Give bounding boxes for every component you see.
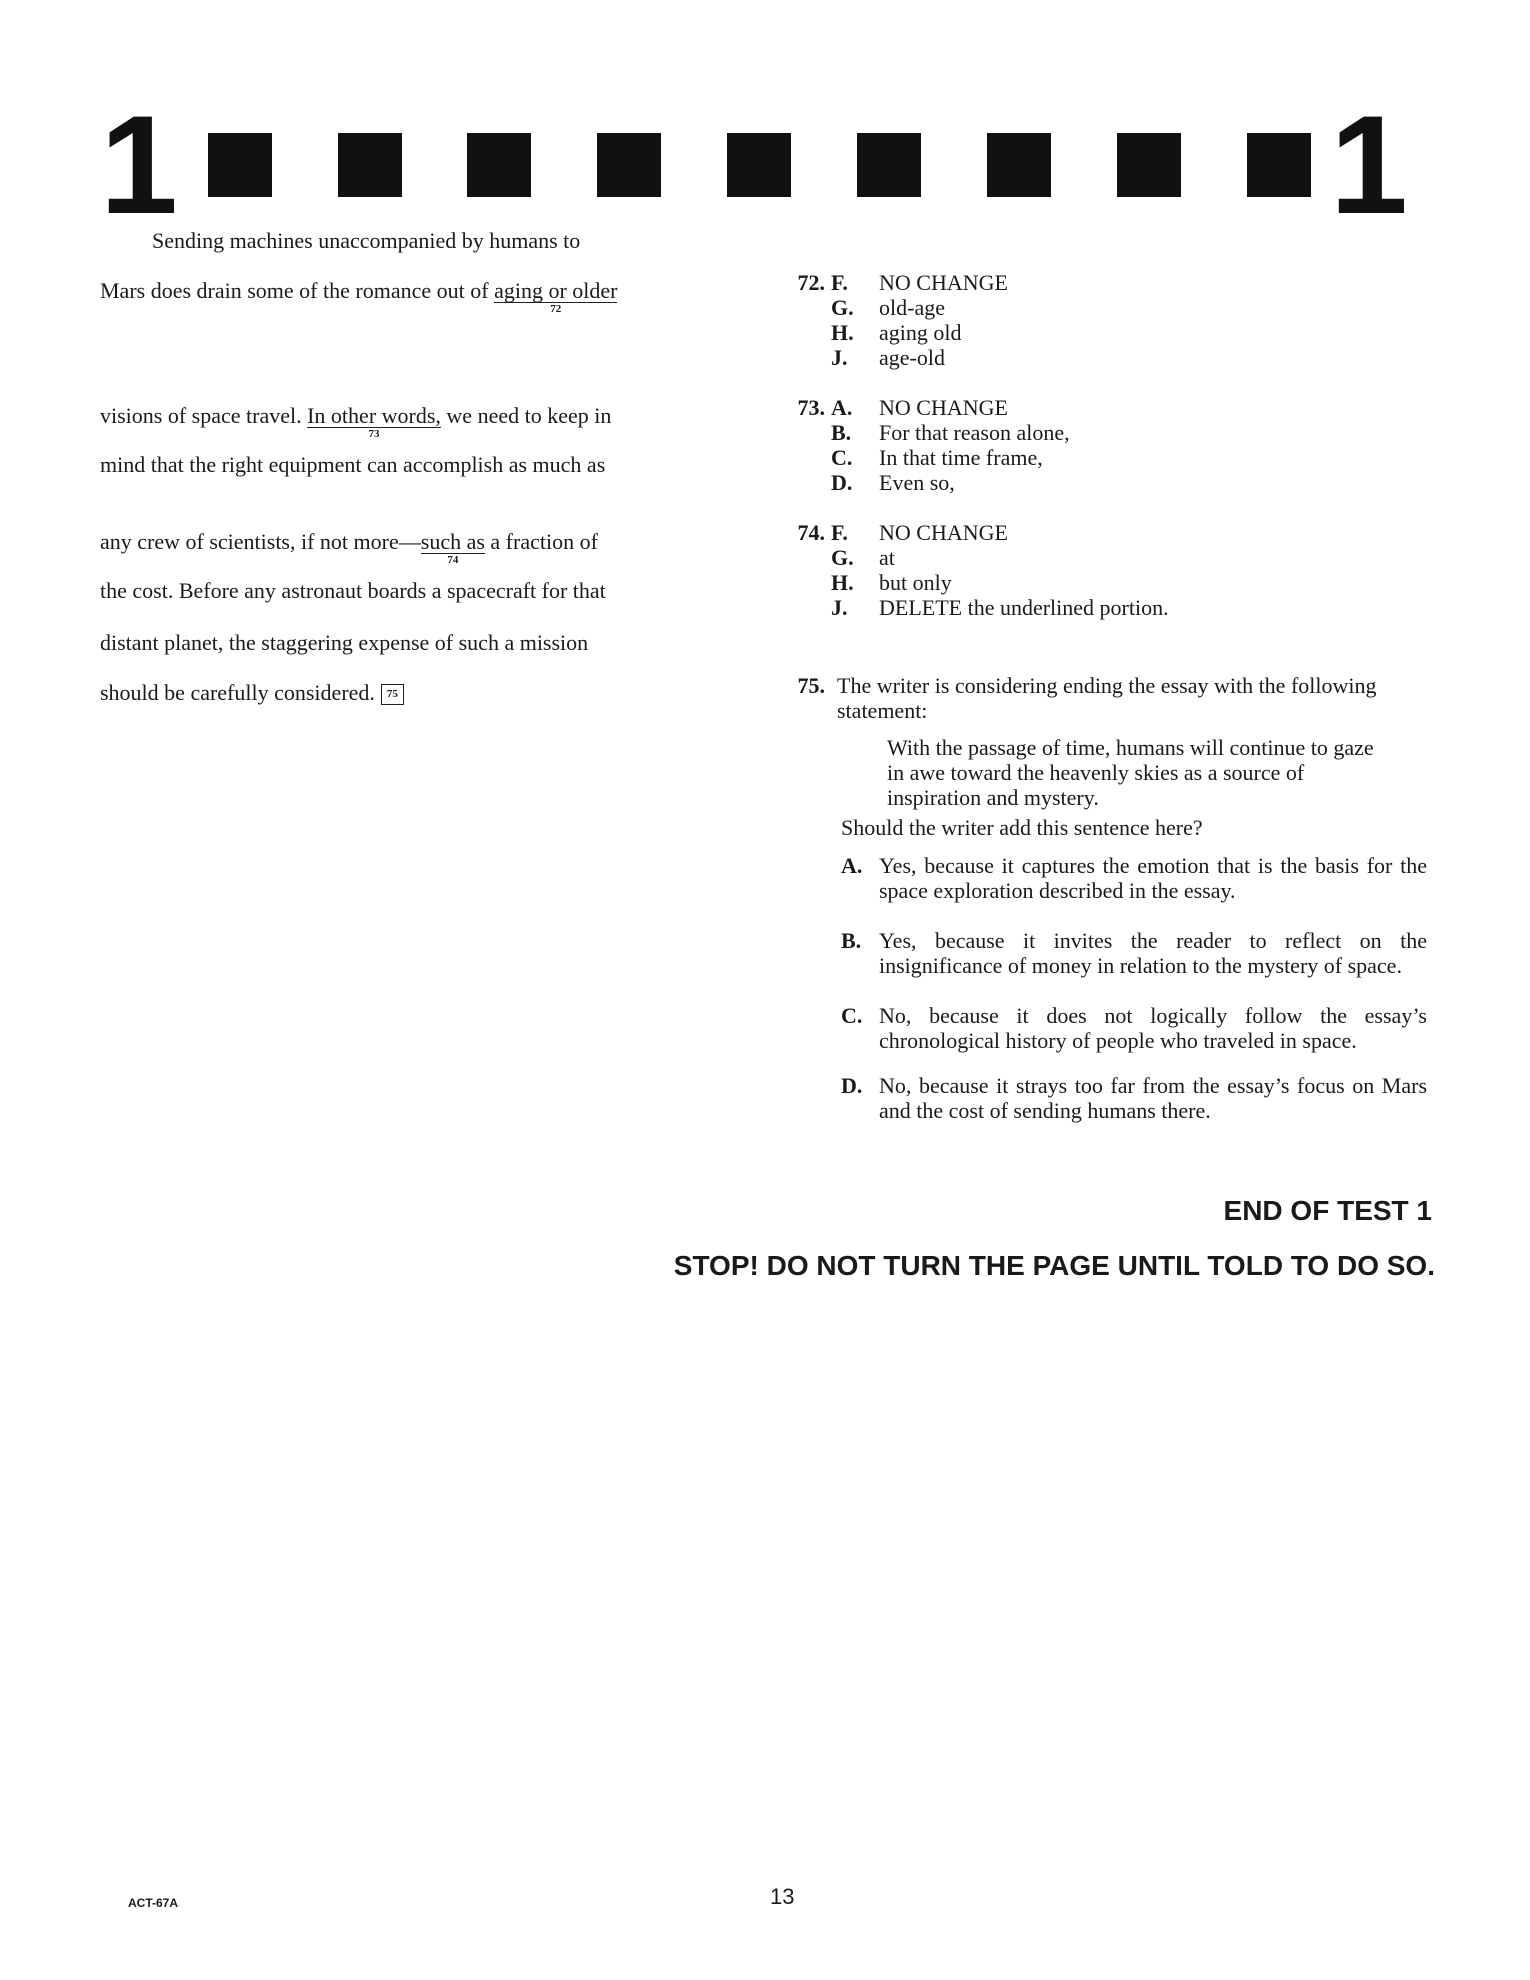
answer-option[interactable] <box>785 395 1435 420</box>
answer-option[interactable] <box>785 270 1435 295</box>
answer-option[interactable] <box>785 345 1435 370</box>
option-text: Yes, because it invites the reader to reflect on the insignificance of money in relation to the mystery of space. <box>879 928 1427 978</box>
question-marker-72: 72 <box>550 303 562 316</box>
option-text: No, because it strays too far from the essay’s focus on Mars and the cost of sending humans there. <box>879 1073 1427 1123</box>
question-number: 75. <box>797 673 825 698</box>
passage-line <box>100 403 612 441</box>
header-square <box>727 133 791 197</box>
underlined-portion-73 <box>307 403 441 441</box>
end-of-test-label: END OF TEST 1 <box>1223 1195 1432 1226</box>
option-text: old-age <box>879 295 945 320</box>
header-square <box>467 133 531 197</box>
question-72 <box>785 270 1435 370</box>
option-letter: F. <box>831 270 848 295</box>
answer-option[interactable] <box>785 295 1435 320</box>
passage-text: should be carefully considered. <box>100 680 375 705</box>
passage-text: visions of space travel. <box>100 403 308 428</box>
header-square <box>1117 133 1181 197</box>
question-75 <box>785 673 1435 1123</box>
answer-option[interactable] <box>785 420 1435 445</box>
option-letter: B. <box>841 928 862 953</box>
answer-option[interactable] <box>785 570 1435 595</box>
question-marker-74: 74 <box>447 554 459 567</box>
passage-line: Sending machines unaccompanied by humans to <box>152 228 581 253</box>
option-letter: H. <box>831 320 854 345</box>
answer-option[interactable] <box>785 320 1435 345</box>
answer-option[interactable] <box>841 1003 1427 1053</box>
question-box-75: 75 <box>381 684 404 705</box>
option-letter: G. <box>831 295 854 320</box>
passage-line: the cost. Before any astronaut boards a spacecraft for that <box>100 578 606 603</box>
passage-line <box>100 529 598 567</box>
option-text: at <box>879 545 895 570</box>
answer-option[interactable] <box>841 1073 1427 1123</box>
option-text: NO CHANGE <box>879 395 1008 420</box>
underlined-text: such as <box>420 529 485 554</box>
passage-line: mind that the right equipment can accomplish as much as <box>100 452 606 477</box>
passage-line: distant planet, the staggering expense of such a mission <box>100 630 589 655</box>
passage-text: Mars does drain some of the romance out of <box>100 278 495 303</box>
option-text: aging old <box>879 320 962 345</box>
option-text: age-old <box>879 345 945 370</box>
option-letter: A. <box>841 853 863 878</box>
header-square <box>338 133 402 197</box>
option-text: DELETE the underlined portion. <box>879 595 1169 620</box>
question-number: 73. <box>797 395 825 420</box>
header-square <box>987 133 1051 197</box>
passage-text: we need to keep in <box>440 403 612 428</box>
option-text: Yes, because it captures the emotion that is the basis for the space exploration described in the essay. <box>879 853 1427 903</box>
answer-option[interactable] <box>785 520 1435 545</box>
form-code: ACT-67A <box>128 1896 179 1910</box>
underlined-portion-72 <box>494 278 618 316</box>
passage-line <box>100 680 404 706</box>
option-letter: J. <box>831 345 848 370</box>
answer-option[interactable] <box>841 853 1427 903</box>
option-text: For that reason alone, <box>879 420 1070 445</box>
test-number-right: 1 <box>1330 86 1408 243</box>
page-number: 13 <box>770 1884 795 1909</box>
header-square <box>597 133 661 197</box>
passage-line <box>100 278 618 316</box>
answer-option[interactable] <box>785 445 1435 470</box>
option-letter: J. <box>831 595 848 620</box>
option-text: Even so, <box>879 470 955 495</box>
option-letter: C. <box>831 445 853 470</box>
option-text: In that time frame, <box>879 445 1043 470</box>
option-letter: A. <box>831 395 853 420</box>
question-74 <box>785 520 1435 620</box>
question-number: 72. <box>797 270 825 295</box>
option-letter: H. <box>831 570 854 595</box>
question-stem: The writer is considering ending the essay with the following statement: <box>837 673 1377 723</box>
underlined-text: In other words, <box>307 403 441 428</box>
stop-instruction: STOP! DO NOT TURN THE PAGE UNTIL TOLD TO DO SO. <box>673 1250 1435 1281</box>
test-number-left: 1 <box>100 86 178 243</box>
header-square <box>208 133 272 197</box>
option-letter: D. <box>841 1073 863 1098</box>
question-marker-73: 73 <box>368 428 380 441</box>
header-square <box>1247 133 1311 197</box>
answer-option[interactable] <box>785 545 1435 570</box>
answer-option[interactable] <box>841 928 1427 978</box>
option-letter: D. <box>831 470 853 495</box>
answer-option[interactable] <box>785 595 1435 620</box>
underlined-portion-74 <box>420 529 485 567</box>
option-letter: G. <box>831 545 854 570</box>
question-73 <box>785 395 1435 495</box>
answer-option[interactable] <box>785 470 1435 495</box>
passage-text: any crew of scientists, if not more— <box>100 529 421 554</box>
passage-text: a fraction of <box>484 529 598 554</box>
question-prompt: Should the writer add this sentence here? <box>841 815 1203 840</box>
underlined-text: aging or older <box>494 278 618 303</box>
header-square <box>857 133 921 197</box>
option-letter: F. <box>831 520 848 545</box>
proposed-statement: With the passage of time, humans will continue to gaze in awe toward the heavenly skies as a source of inspiration and mystery. <box>887 735 1374 810</box>
option-text: NO CHANGE <box>879 270 1008 295</box>
option-text: NO CHANGE <box>879 520 1008 545</box>
option-text: No, because it does not logically follow the essay’s chronological history of people who traveled in space. <box>879 1003 1427 1053</box>
option-text: but only <box>879 570 952 595</box>
question-number: 74. <box>797 520 825 545</box>
option-letter: C. <box>841 1003 863 1028</box>
option-letter: B. <box>831 420 852 445</box>
